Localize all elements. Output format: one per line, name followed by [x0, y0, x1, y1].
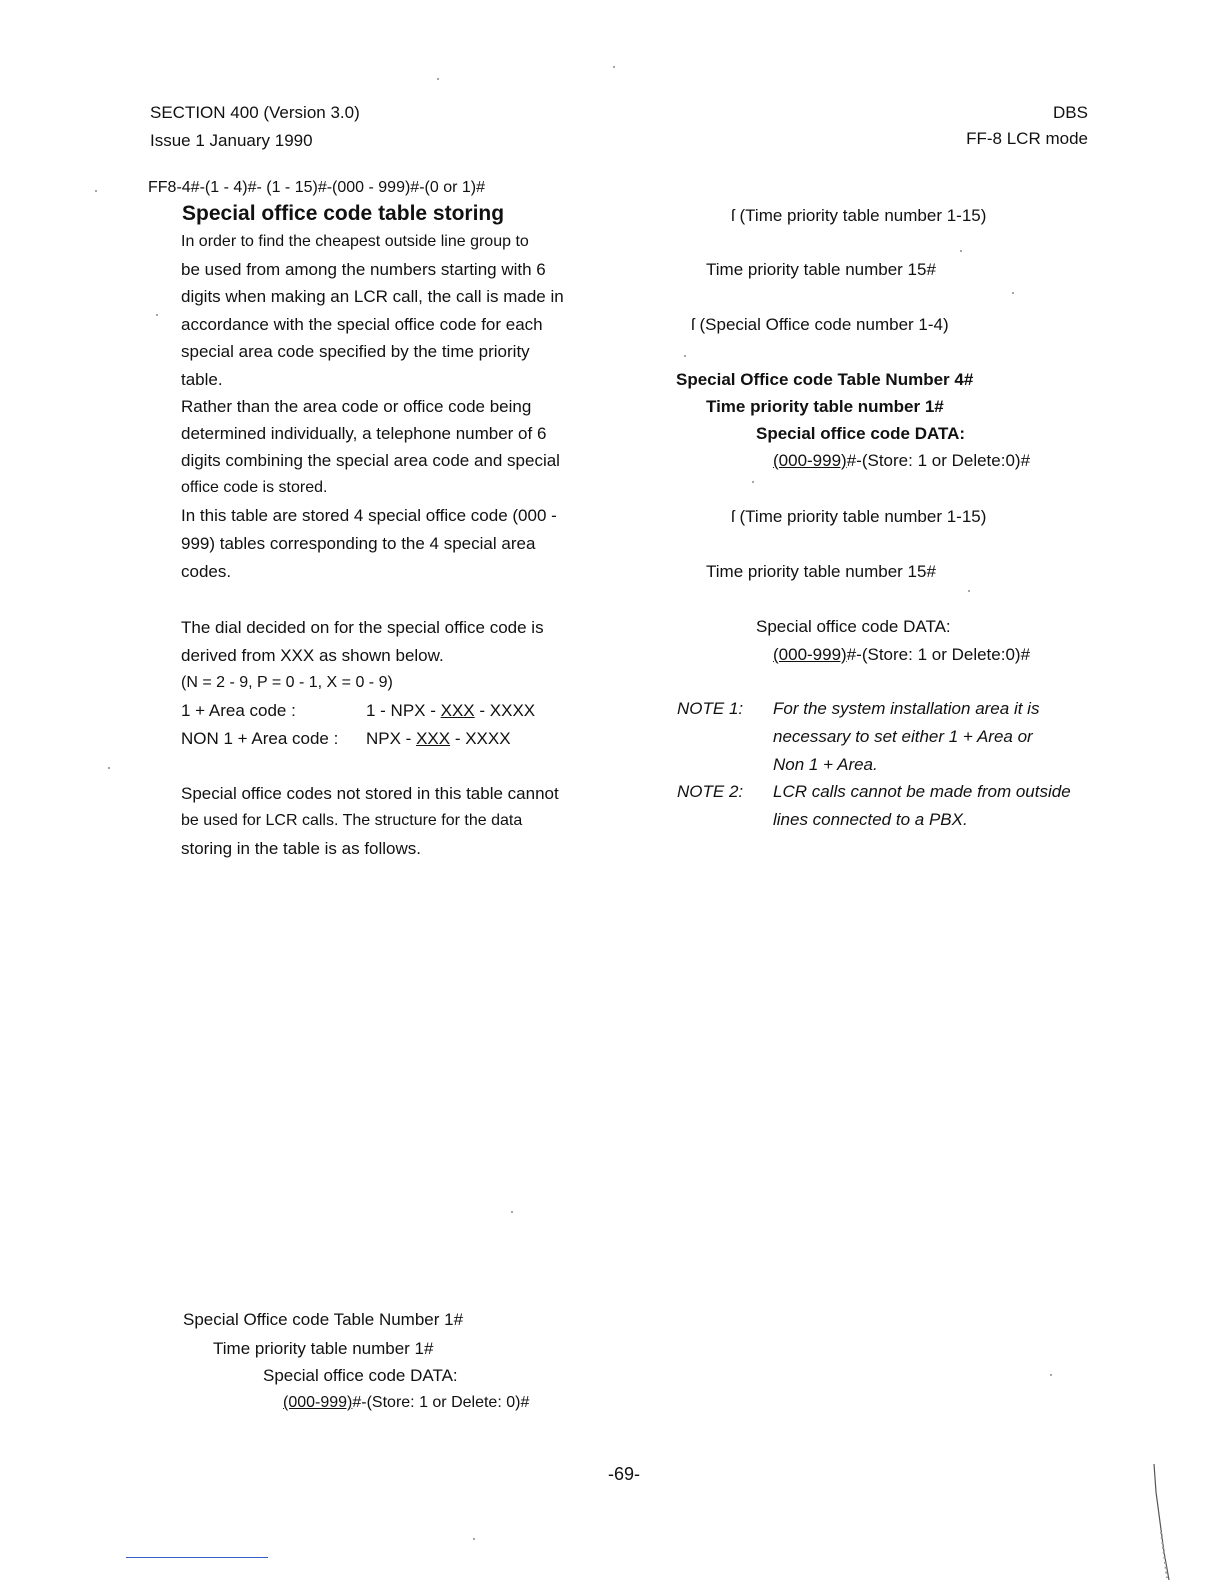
- desc-line: office code is stored.: [181, 479, 328, 496]
- pattern-suffix: - XXXX: [474, 701, 536, 720]
- scan-speck: [156, 314, 158, 316]
- note-1-label: NOTE 1:: [677, 699, 744, 718]
- special-office-data-b: Special office code DATA:: [756, 617, 951, 636]
- special-office-table-1: Special Office code Table Number 1#: [183, 1310, 464, 1329]
- pattern-suffix: - XXXX: [450, 729, 511, 748]
- scan-speck: [613, 66, 615, 68]
- desc-line: In order to find the cheapest outside line group to: [181, 233, 529, 250]
- note-2-line: LCR calls cannot be made from outside: [773, 782, 1071, 801]
- desc-line: table.: [181, 370, 223, 389]
- scan-speck: [1050, 1374, 1052, 1376]
- section-title: Special office code table storing: [182, 202, 505, 225]
- time-priority-15-a: Time priority table number 15#: [706, 260, 936, 279]
- scan-speck: [684, 355, 686, 357]
- desc-line: Rather than the area code or office code being: [181, 397, 532, 416]
- mode-label: FF-8 LCR mode: [966, 129, 1088, 148]
- desc-line: be used from among the numbers starting with 6: [181, 260, 546, 279]
- dial-row2-label: NON 1 + Area code :: [181, 729, 339, 748]
- data-format-a: [773, 452, 1030, 469]
- dial-line: derived from XXX as shown below.: [181, 646, 444, 665]
- desc-line: codes.: [181, 562, 232, 581]
- scan-edge-mark: [1152, 1462, 1174, 1582]
- scan-speck: [752, 481, 754, 483]
- data-action: #-(Store: 1 or Delete:0)#: [846, 451, 1031, 470]
- dial-row1-label: 1 + Area code :: [181, 701, 296, 720]
- special-office-data-a: Special office code DATA:: [756, 424, 966, 443]
- range-special-office: ſ (Special Office code number 1-4): [691, 315, 949, 334]
- pattern-prefix: NPX -: [366, 729, 417, 748]
- desc-line: special area code specified by the time priority: [181, 342, 530, 361]
- note-2-label: NOTE 2:: [677, 782, 744, 801]
- scan-speck: [95, 190, 97, 192]
- desc-line: In this table are stored 4 special office code (000 -: [181, 506, 557, 525]
- data-range: (000-999): [283, 1394, 353, 1411]
- desc-line: accordance with the special office code for each: [181, 315, 543, 334]
- pattern-office-code: XXX: [440, 701, 475, 720]
- scan-speck: [108, 767, 110, 769]
- structure-line: Special office codes not stored in this table cannot: [181, 784, 559, 803]
- scan-speck: [960, 250, 962, 252]
- data-action: #-(Store: 1 or Delete:0)#: [846, 645, 1031, 664]
- desc-line: digits combining the special area code and special: [181, 451, 560, 470]
- note-1-line: Non 1 + Area.: [773, 755, 878, 774]
- data-range: (000-999): [773, 451, 847, 470]
- page-number: -69-: [608, 1464, 641, 1484]
- brand-label: DBS: [1053, 103, 1088, 122]
- section-label: SECTION 400 (Version 3.0): [150, 103, 360, 122]
- scan-edge-line: [126, 1557, 268, 1558]
- pattern-prefix: 1 - NPX -: [366, 701, 441, 720]
- pattern-office-code: XXX: [416, 729, 451, 748]
- command-syntax: FF8-4#-(1 - 4)#- (1 - 15)#-(000 - 999)#-(0 or 1)#: [148, 179, 485, 196]
- structure-line: storing in the table is as follows.: [181, 839, 422, 858]
- issue-date: Issue 1 January 1990: [150, 131, 313, 150]
- desc-line: digits when making an LCR call, the call is made in: [181, 287, 564, 306]
- data-range: (000-999): [773, 645, 847, 664]
- data-format-bottom: [283, 1395, 529, 1411]
- note-1-line: necessary to set either 1 + Area or: [773, 727, 1033, 746]
- structure-line: be used for LCR calls. The structure for the data: [181, 812, 523, 829]
- note-2-line: lines connected to a PBX.: [773, 810, 968, 829]
- time-priority-15-b: Time priority table number 15#: [706, 562, 936, 581]
- desc-line: determined individually, a telephone number of 6: [181, 424, 547, 443]
- dial-row2-pattern: [366, 730, 511, 747]
- scan-speck: [511, 1211, 513, 1213]
- range-time-priority-1: ſ (Time priority table number 1-15): [731, 206, 987, 225]
- range-time-priority-2: ſ (Time priority table number 1-15): [731, 507, 987, 526]
- dial-line: The dial decided on for the special office code is: [181, 618, 544, 637]
- dial-row1-pattern: [366, 702, 535, 719]
- desc-line: 999) tables corresponding to the 4 special area: [181, 534, 536, 553]
- scan-speck: [1012, 292, 1014, 294]
- special-office-data-bottom: Special office code DATA:: [263, 1366, 458, 1385]
- scan-speck: [473, 1538, 475, 1540]
- data-action: #-(Store: 1 or Delete: 0)#: [352, 1394, 530, 1411]
- scan-speck: [968, 590, 970, 592]
- time-priority-1: Time priority table number 1#: [706, 397, 944, 416]
- time-priority-1-bottom: Time priority table number 1#: [213, 1339, 434, 1358]
- note-1-line: For the system installation area it is: [773, 699, 1040, 718]
- scan-speck: [437, 78, 439, 80]
- dial-ranges: (N = 2 - 9, P = 0 - 1, X = 0 - 9): [181, 674, 393, 691]
- special-office-table-4: Special Office code Table Number 4#: [676, 370, 974, 389]
- data-format-b: [773, 646, 1030, 663]
